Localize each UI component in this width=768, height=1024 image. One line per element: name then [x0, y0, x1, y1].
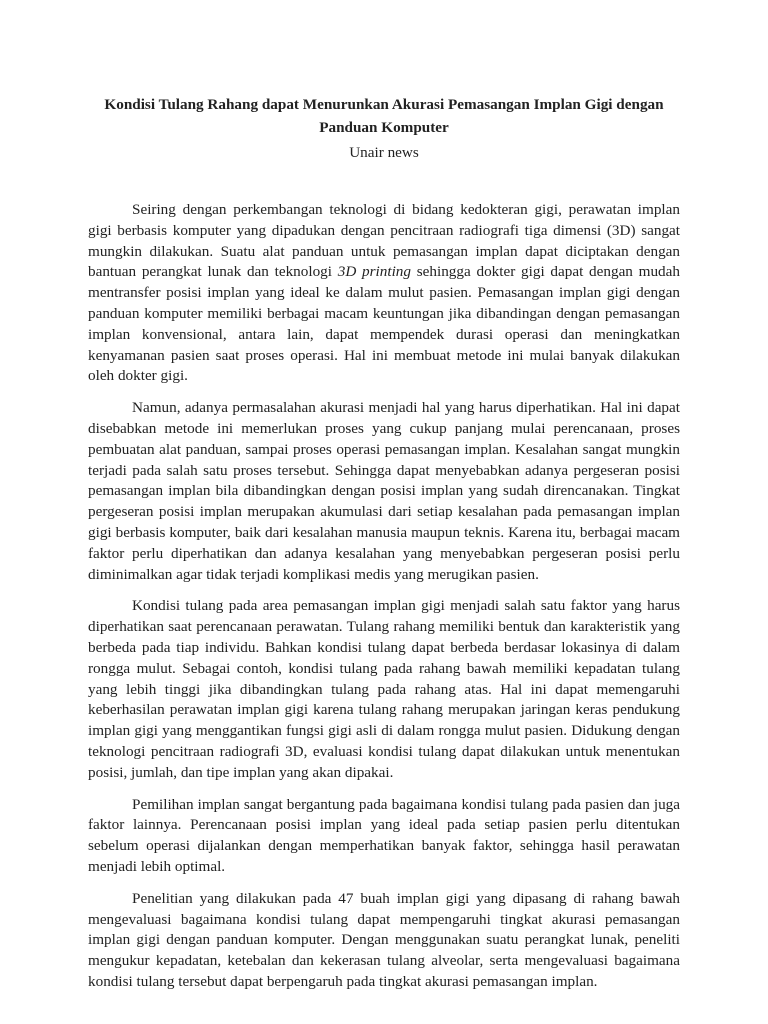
document-title: Kondisi Tulang Rahang dapat Menurunkan Akurasi Pemasangan Implan Gigi dengan Panduan Komputer [104, 96, 664, 136]
italic-term: 3D printing [337, 263, 411, 281]
paragraph: Namun, adanya permasalahan akurasi menjadi hal yang harus diperhatikan. Hal ini dapat disebabkan metode ini memerlukan proses yang cukup panjang mulai perencanaan, proses pembuatan alat panduan, sampai proses operasi pemasangan implan. Kesalahan sangat mungkin terjadi pada salah satu proses tersebut. Sehingga dapat menyebabkan adanya pergeseran posisi pemasangan implan bila dibandingkan dengan posisi implan yang sudah direncanakan. Tingkat pergeseran posisi implan merupakan akumulasi dari setiap kesalahan pada pemasangan implan gigi berbasis komputer, baik dari kesalahan manusia maupun teknis. Karena itu, berbagai macam faktor perlu diperhatikan dan adanya kesalahan yang menyebabkan pergeseran posisi perlu diminimalkan agar tidak terjadi komplikasi medis yang merugikan pasien. [88, 399, 680, 583]
article-body [88, 200, 680, 1004]
paragraph-text: sehingga dokter gigi dapat dengan mudah mentransfer posisi implan yang ideal ke dalam mulut pasien. Pemasangan implan gigi dengan panduan komputer memiliki berbagai macam keuntungan jika dibandingan dengan pemasangan implan konvensional, antara lain, dapat mempendek durasi operasi dan meningkatkan kenyamanan pasien saat proses operasi. Hal ini membuat metode ini mulai banyak dilakukan oleh dokter gigi. [88, 263, 680, 385]
paragraph: Kondisi tulang pada area pemasangan implan gigi menjadi salah satu faktor yang harus diperhatikan saat perencanaan perawatan. Tulang rahang memiliki bentuk dan karakteristik yang berbeda pada tiap individu. Bahkan kondisi tulang dapat berbeda berdasar lokasinya di dalam rongga mulut. Sebagai contoh, kondisi tulang pada rahang bawah memiliki kepadatan tulang yang lebih tinggi jika dibandingkan tulang pada rahang atas. Hal ini dapat memengaruhi keberhasilan perawatan implan gigi karena tulang rahang merupakan jaringan keras pendukung implan gigi yang menggantikan fungsi gigi asli di dalam rongga mulut pasien. Didukung dengan teknologi pencitraan radiografi 3D, evaluasi kondisi tulang dapat dilakukan untuk menentukan posisi, jumlah, dan tipe implan yang akan dipakai. [88, 597, 680, 781]
document-source: Unair news [349, 144, 419, 161]
paragraph [88, 200, 680, 387]
paragraph: Penelitian yang dilakukan pada 47 buah implan gigi yang dipasang di rahang bawah mengevaluasi bagaimana kondisi tulang dapat mempengaruhi tingkat akurasi pemasangan implan gigi dengan panduan komputer. Dengan menggunakan suatu perangkat lunak, peneliti mengukur kepadatan, ketebalan dan kekerasan tulang alveolar, serta mengevaluasi bagaimana kondisi tulang tersebut dapat berpengaruh pada tingkat akurasi pemasangan implan. [88, 889, 680, 990]
paragraph-text: Seiring dengan perkembangan teknologi di bidang kedokteran gigi, perawatan implan gigi berbasis komputer yang dipadukan dengan pencitraan radiografi tiga dimensi (3D) sangat mungkin dilakukan. Suatu alat panduan untuk pemasangan implan dapat diciptakan dengan bantuan perangkat lunak dan teknologi [88, 201, 680, 281]
paragraph: Pemilihan implan sangat bergantung pada bagaimana kondisi tulang pada pasien dan juga faktor lainnya. Perencanaan posisi implan yang ideal pada setiap pasien perlu ditentukan sebelum operasi dijalankan dengan memperhatikan banyak faktor, sehingga hasil perawatan menjadi lebih optimal. [88, 795, 680, 875]
